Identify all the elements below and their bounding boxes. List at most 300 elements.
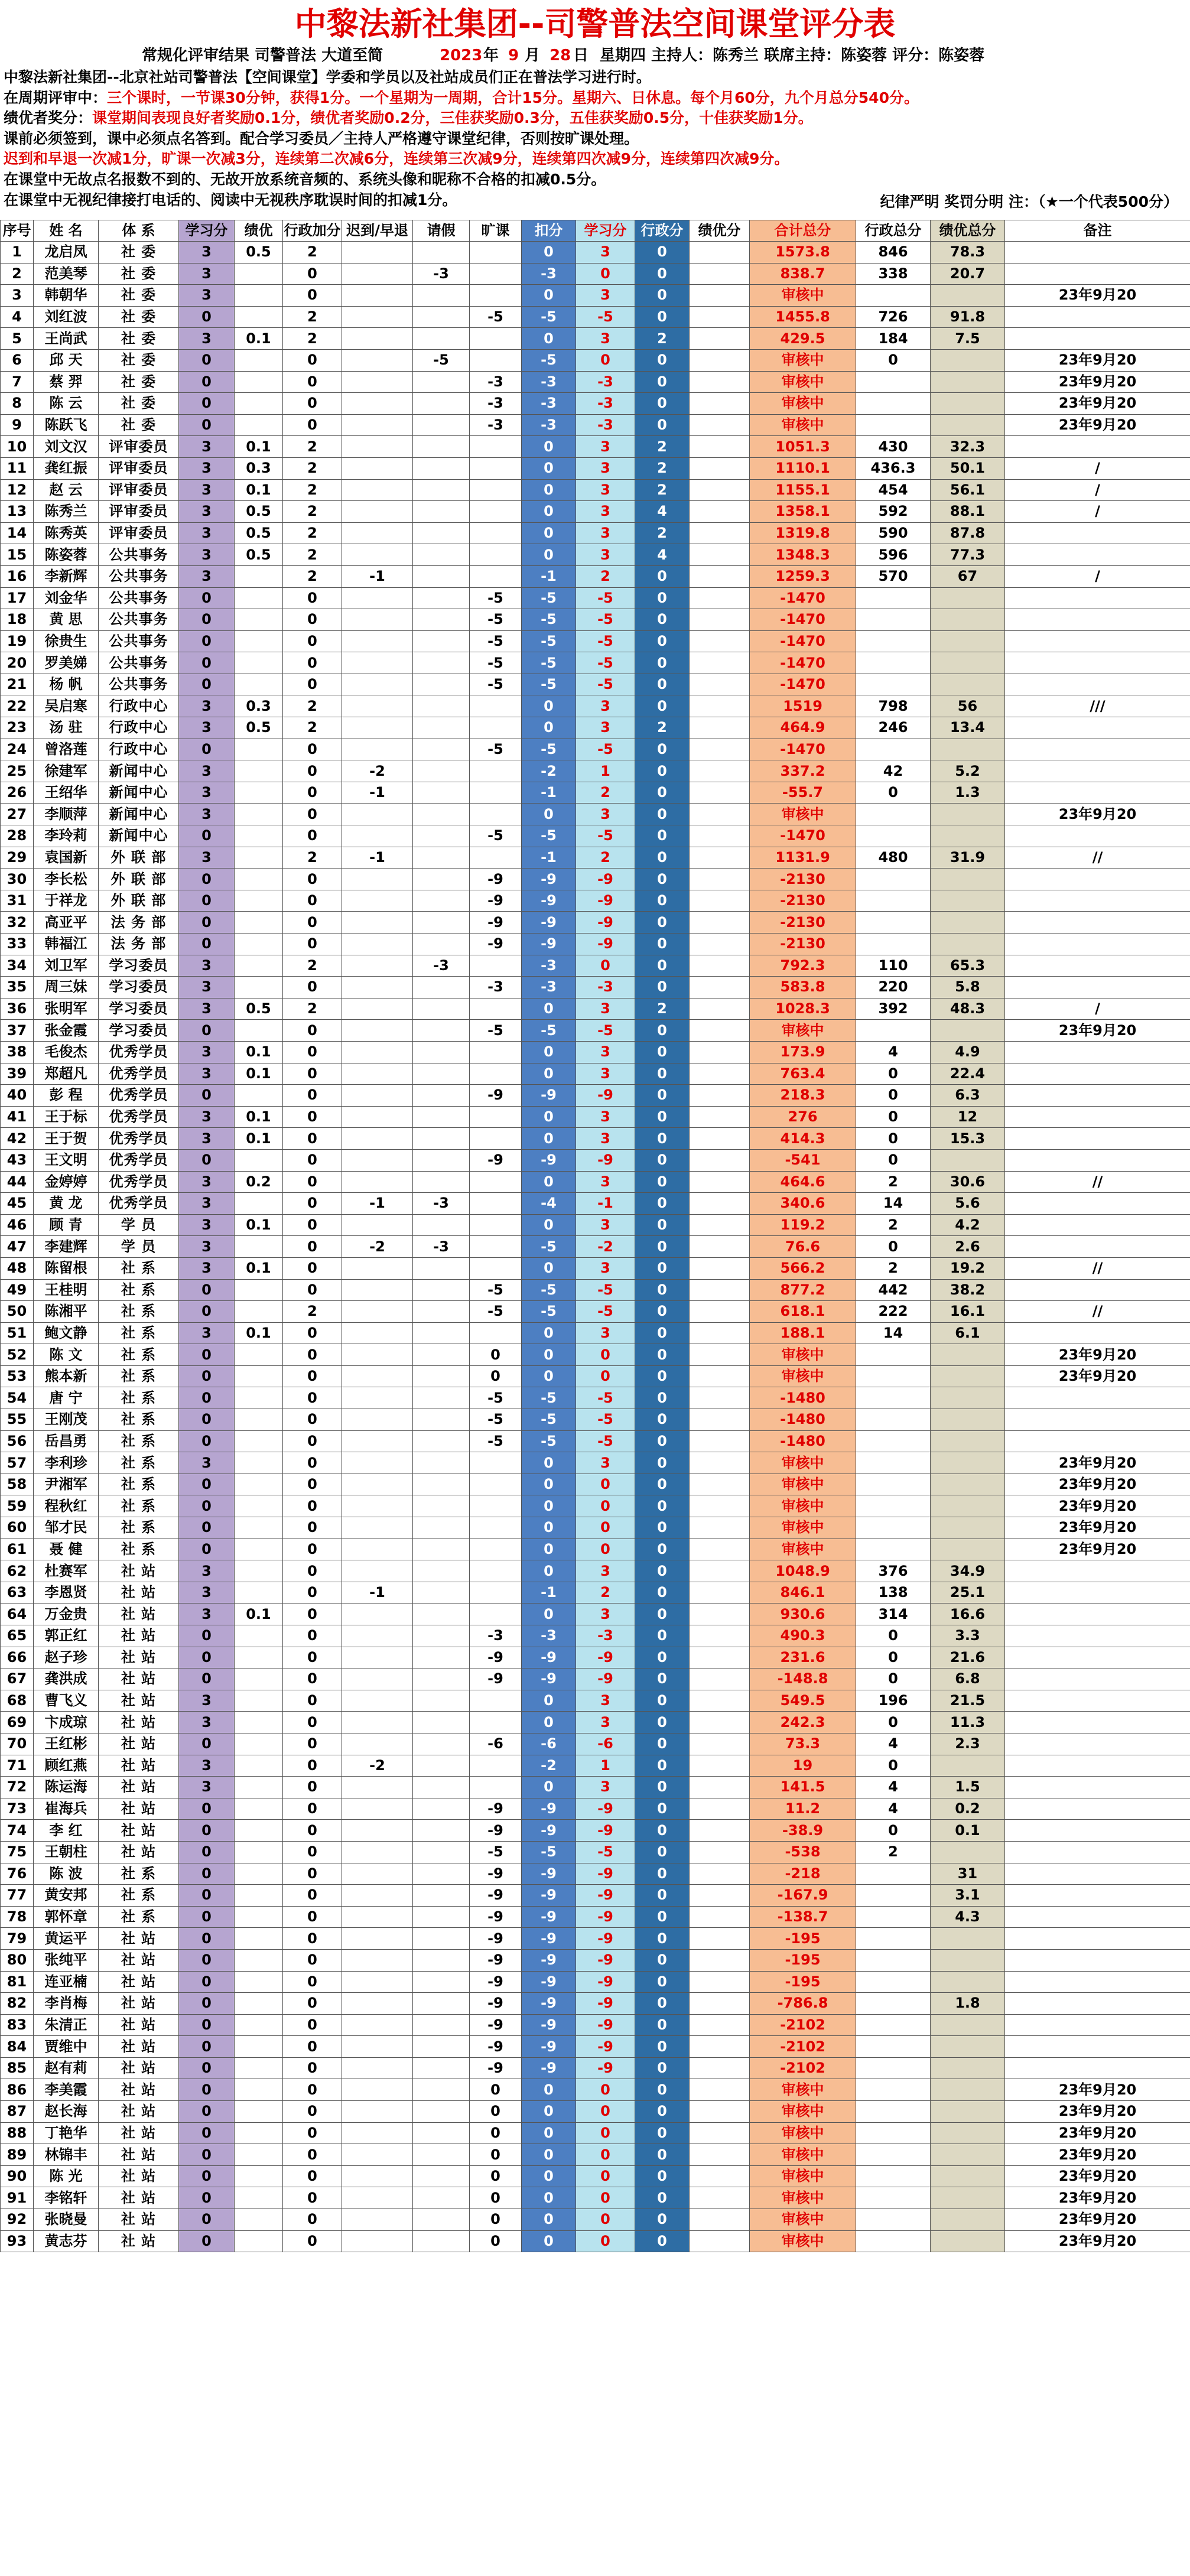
row-merit: [235, 414, 283, 436]
row-dept: 公共事务: [99, 652, 179, 674]
row-learn: 0: [576, 2209, 635, 2231]
row-no: 76: [1, 1863, 34, 1885]
row-dept: 行政中心: [99, 739, 179, 760]
row-total: 1028.3: [750, 998, 856, 1020]
row-admin: 0: [283, 1041, 342, 1063]
row-merit: 0.3: [235, 457, 283, 479]
note-line: [4, 149, 1185, 170]
row-total: 审核中: [750, 393, 856, 415]
row-admin-total: 2: [856, 1257, 931, 1279]
table-row: [1, 1733, 1190, 1755]
row-study: 0: [179, 414, 235, 436]
row-name: 王于标: [34, 1106, 99, 1128]
row-merit-score: [690, 501, 750, 523]
row-merit-total: [931, 1928, 1005, 1950]
table-row: [1, 1128, 1190, 1150]
row-study: 0: [179, 1820, 235, 1842]
row-admin-score: 0: [635, 2209, 690, 2231]
row-no: 26: [1, 782, 34, 804]
row-admin: 0: [283, 804, 342, 825]
row-study: 0: [179, 1885, 235, 1907]
meta-month: 9: [508, 47, 519, 64]
row-dept: 学 员: [99, 1236, 179, 1258]
row-no: 16: [1, 565, 34, 587]
row-absent: -9: [470, 2014, 522, 2036]
row-no: 43: [1, 1149, 34, 1171]
row-no: 25: [1, 760, 34, 782]
table-row: [1, 674, 1190, 695]
table-row: [1, 977, 1190, 998]
row-name: 赵有莉: [34, 2057, 99, 2079]
note-text: 在课堂中无故点名报数不到的、无故开放系统音频的、系统头像和昵称不合格的扣减0.5分。: [4, 170, 606, 188]
table-row: [1, 587, 1190, 609]
row-deduct: -9: [522, 2014, 576, 2036]
row-absent: -5: [470, 609, 522, 631]
row-admin: 0: [283, 825, 342, 847]
row-late: [342, 349, 413, 371]
row-merit-score: [690, 825, 750, 847]
row-absent: [470, 501, 522, 523]
row-remark: [1005, 1041, 1190, 1063]
row-learn: 3: [576, 522, 635, 544]
row-deduct: 0: [522, 1539, 576, 1560]
meta-rest: 星期四 主持人：陈秀兰 联席主持：陈姿蓉 评分：陈姿蓉: [600, 47, 985, 64]
row-no: 87: [1, 2101, 34, 2123]
row-remark: /: [1005, 479, 1190, 501]
row-merit-score: [690, 457, 750, 479]
row-merit-score: [690, 1668, 750, 1690]
row-no: 74: [1, 1820, 34, 1842]
row-deduct: -9: [522, 2036, 576, 2058]
row-leave: [413, 1863, 470, 1885]
row-study: 0: [179, 1949, 235, 1971]
table-row: [1, 1322, 1190, 1344]
row-no: 57: [1, 1452, 34, 1474]
row-name: 李肖梅: [34, 1993, 99, 2015]
row-merit-total: 4.2: [931, 1214, 1005, 1236]
row-merit-score: [690, 1647, 750, 1668]
row-merit-total: [931, 371, 1005, 393]
row-no: 77: [1, 1885, 34, 1907]
row-name: 刘金华: [34, 587, 99, 609]
row-learn: -5: [576, 306, 635, 328]
row-no: 35: [1, 977, 34, 998]
row-deduct: 0: [522, 436, 576, 458]
row-admin: 2: [283, 479, 342, 501]
row-no: 48: [1, 1257, 34, 1279]
row-leave: [413, 371, 470, 393]
row-merit-total: 1.5: [931, 1777, 1005, 1798]
row-admin-score: 0: [635, 1171, 690, 1193]
row-dept: 社 系: [99, 1257, 179, 1279]
row-total: 审核中: [750, 414, 856, 436]
row-learn: -5: [576, 1301, 635, 1323]
row-admin: 0: [283, 2165, 342, 2187]
row-name: 王于贺: [34, 1128, 99, 1150]
table-row: [1, 1517, 1190, 1539]
table-row: [1, 544, 1190, 566]
row-admin: 0: [283, 1647, 342, 1668]
row-merit-total: [931, 1949, 1005, 1971]
row-deduct: -9: [522, 1085, 576, 1107]
row-dept: 法 务 部: [99, 934, 179, 955]
row-study: 0: [179, 1928, 235, 1950]
table-row: [1, 1344, 1190, 1366]
row-admin-total: [856, 2036, 931, 2058]
row-admin-score: 0: [635, 414, 690, 436]
row-deduct: -3: [522, 1625, 576, 1647]
row-admin: 2: [283, 436, 342, 458]
row-no: 89: [1, 2144, 34, 2166]
row-admin-total: 0: [856, 1625, 931, 1647]
row-merit-score: [690, 1582, 750, 1604]
row-deduct: 0: [522, 1041, 576, 1063]
row-admin-score: 0: [635, 869, 690, 890]
row-no: 5: [1, 328, 34, 350]
row-remark: [1005, 869, 1190, 890]
row-study: 0: [179, 1474, 235, 1495]
row-no: 44: [1, 1171, 34, 1193]
row-learn: 0: [576, 2079, 635, 2101]
col-admin-score: 行政分: [635, 220, 690, 242]
row-absent: -9: [470, 912, 522, 934]
row-learn: 3: [576, 479, 635, 501]
row-no: 12: [1, 479, 34, 501]
row-dept: 社 委: [99, 371, 179, 393]
row-admin-total: 0: [856, 782, 931, 804]
row-total: 276: [750, 1106, 856, 1128]
row-admin: 0: [283, 1668, 342, 1690]
row-study: 3: [179, 436, 235, 458]
row-admin-score: 0: [635, 825, 690, 847]
row-admin-total: 590: [856, 522, 931, 544]
meta-year: 2023: [440, 47, 483, 64]
row-admin-score: 0: [635, 2165, 690, 2187]
row-learn: -9: [576, 1949, 635, 1971]
row-deduct: -9: [522, 1798, 576, 1820]
row-merit: [235, 1301, 283, 1323]
row-merit-total: 22.4: [931, 1063, 1005, 1085]
table-row: [1, 1906, 1190, 1928]
row-dept: 社 站: [99, 2144, 179, 2166]
row-no: 24: [1, 739, 34, 760]
row-admin: 0: [283, 1430, 342, 1452]
row-dept: 优秀学员: [99, 1106, 179, 1128]
row-admin-total: 0: [856, 1106, 931, 1128]
row-absent: -3: [470, 393, 522, 415]
row-admin-score: 0: [635, 1452, 690, 1474]
row-deduct: 0: [522, 522, 576, 544]
row-merit-score: [690, 1106, 750, 1128]
table-row: [1, 1690, 1190, 1712]
row-absent: -5: [470, 1279, 522, 1301]
row-name: 刘卫军: [34, 955, 99, 977]
row-late: [342, 1430, 413, 1452]
row-no: 91: [1, 2187, 34, 2209]
row-leave: [413, 1128, 470, 1150]
row-merit-total: [931, 912, 1005, 934]
row-dept: 优秀学员: [99, 1193, 179, 1215]
row-remark: [1005, 912, 1190, 934]
row-learn: -9: [576, 1149, 635, 1171]
row-merit: [235, 1625, 283, 1647]
row-absent: [470, 1322, 522, 1344]
row-no: 36: [1, 998, 34, 1020]
row-leave: [413, 1041, 470, 1063]
row-merit-score: [690, 1452, 750, 1474]
row-merit: [235, 1798, 283, 1820]
row-leave: [413, 479, 470, 501]
table-row: [1, 2057, 1190, 2079]
row-remark: 23年9月20: [1005, 1020, 1190, 1042]
row-learn: 3: [576, 1712, 635, 1733]
row-merit-total: 88.1: [931, 501, 1005, 523]
row-total: 1348.3: [750, 544, 856, 566]
row-learn: 3: [576, 1041, 635, 1063]
row-merit: [235, 349, 283, 371]
table-row: [1, 2230, 1190, 2252]
row-merit: [235, 2014, 283, 2036]
row-admin: 0: [283, 674, 342, 695]
row-admin-total: 454: [856, 479, 931, 501]
row-leave: [413, 1322, 470, 1344]
row-merit-total: [931, 2165, 1005, 2187]
row-name: 贾维中: [34, 2036, 99, 2058]
row-admin-total: [856, 2122, 931, 2144]
row-merit-total: 20.7: [931, 263, 1005, 285]
row-total: 337.2: [750, 760, 856, 782]
row-leave: [413, 1928, 470, 1950]
row-merit-total: [931, 1409, 1005, 1431]
row-study: 0: [179, 1841, 235, 1863]
row-no: 34: [1, 955, 34, 977]
row-dept: 社 委: [99, 349, 179, 371]
table-row: [1, 1971, 1190, 1993]
row-name: 陈 文: [34, 1344, 99, 1366]
row-no: 13: [1, 501, 34, 523]
row-remark: [1005, 587, 1190, 609]
row-late: [342, 1712, 413, 1733]
row-learn: -3: [576, 1625, 635, 1647]
row-leave: [413, 328, 470, 350]
row-leave: [413, 242, 470, 264]
row-dept: 公共事务: [99, 587, 179, 609]
table-header: [1, 220, 1190, 242]
row-merit-total: 30.6: [931, 1171, 1005, 1193]
row-deduct: -5: [522, 609, 576, 631]
row-late: [342, 1020, 413, 1042]
row-absent: -9: [470, 1149, 522, 1171]
row-merit-total: [931, 2079, 1005, 2101]
row-deduct: 0: [522, 2187, 576, 2209]
row-study: 3: [179, 847, 235, 869]
row-absent: [470, 1495, 522, 1517]
row-merit: [235, 1474, 283, 1495]
row-learn: 0: [576, 1539, 635, 1560]
row-study: 3: [179, 977, 235, 998]
row-name: 王尚武: [34, 328, 99, 350]
row-late: [342, 630, 413, 652]
row-merit-total: [931, 652, 1005, 674]
row-no: 27: [1, 804, 34, 825]
row-late: [342, 2230, 413, 2252]
row-name: 陈湘平: [34, 1301, 99, 1323]
row-name: 陈留根: [34, 1257, 99, 1279]
row-learn: -6: [576, 1733, 635, 1755]
row-total: 583.8: [750, 977, 856, 998]
row-merit-total: [931, 1430, 1005, 1452]
row-deduct: -9: [522, 912, 576, 934]
row-admin-total: [856, 1430, 931, 1452]
row-dept: 社 委: [99, 285, 179, 307]
row-admin-score: 0: [635, 1041, 690, 1063]
row-name: 陈姿蓉: [34, 544, 99, 566]
row-late: [342, 393, 413, 415]
row-name: 韩福江: [34, 934, 99, 955]
row-late: -2: [342, 1755, 413, 1777]
row-study: 0: [179, 2014, 235, 2036]
row-dept: 行政中心: [99, 717, 179, 739]
row-dept: 学习委员: [99, 977, 179, 998]
row-deduct: 0: [522, 328, 576, 350]
row-admin-total: 570: [856, 565, 931, 587]
row-study: 3: [179, 1322, 235, 1344]
row-total: 792.3: [750, 955, 856, 977]
row-merit-score: [690, 1301, 750, 1323]
row-total: 838.7: [750, 263, 856, 285]
row-name: 王朝柱: [34, 1841, 99, 1863]
row-name: 李美霞: [34, 2079, 99, 2101]
row-name: 李铭轩: [34, 2187, 99, 2209]
row-merit-score: [690, 1604, 750, 1625]
row-admin: 0: [283, 1279, 342, 1301]
row-merit: [235, 630, 283, 652]
row-no: 14: [1, 522, 34, 544]
row-admin-score: 0: [635, 1344, 690, 1366]
row-admin-total: [856, 1495, 931, 1517]
row-admin-score: 0: [635, 2187, 690, 2209]
row-merit: [235, 393, 283, 415]
row-remark: /: [1005, 998, 1190, 1020]
row-name: 李新辉: [34, 565, 99, 587]
row-dept: 社 站: [99, 2122, 179, 2144]
row-leave: [413, 1365, 470, 1387]
row-admin: 0: [283, 1409, 342, 1431]
row-absent: [470, 760, 522, 782]
row-merit-total: 48.3: [931, 998, 1005, 1020]
row-dept: 社 系: [99, 1495, 179, 1517]
row-name: 李建辉: [34, 1236, 99, 1258]
row-dept: 社 系: [99, 1322, 179, 1344]
row-remark: [1005, 1149, 1190, 1171]
row-absent: [470, 1517, 522, 1539]
row-absent: [470, 1474, 522, 1495]
row-merit: [235, 1949, 283, 1971]
table-row: [1, 501, 1190, 523]
row-remark: 23年9月20: [1005, 2079, 1190, 2101]
row-absent: [470, 285, 522, 307]
row-learn: 0: [576, 1474, 635, 1495]
table-row: [1, 285, 1190, 307]
row-study: 3: [179, 501, 235, 523]
row-merit-score: [690, 1560, 750, 1582]
row-admin-score: 0: [635, 912, 690, 934]
row-study: 0: [179, 2101, 235, 2123]
row-remark: 23年9月20: [1005, 2144, 1190, 2166]
row-merit: [235, 2209, 283, 2231]
row-name: 岳昌勇: [34, 1430, 99, 1452]
row-admin: 0: [283, 1582, 342, 1604]
row-name: 徐建军: [34, 760, 99, 782]
row-merit-score: [690, 371, 750, 393]
row-leave: [413, 1755, 470, 1777]
row-admin-total: 2: [856, 1171, 931, 1193]
row-name: 韩朝华: [34, 285, 99, 307]
row-name: 彭 程: [34, 1085, 99, 1107]
row-absent: [470, 1214, 522, 1236]
row-deduct: -9: [522, 1863, 576, 1885]
row-admin-total: 0: [856, 1647, 931, 1668]
row-study: 0: [179, 2144, 235, 2166]
row-absent: [470, 1560, 522, 1582]
row-remark: 23年9月20: [1005, 285, 1190, 307]
row-study: 0: [179, 2036, 235, 2058]
row-remark: [1005, 1949, 1190, 1971]
row-absent: -9: [470, 1820, 522, 1842]
row-late: [342, 306, 413, 328]
row-admin: 0: [283, 1928, 342, 1950]
row-leave: [413, 2036, 470, 2058]
row-admin-score: 2: [635, 436, 690, 458]
row-merit: [235, 1409, 283, 1431]
row-merit: [235, 1430, 283, 1452]
row-remark: 23年9月20: [1005, 2209, 1190, 2231]
row-total: 414.3: [750, 1128, 856, 1150]
row-dept: 公共事务: [99, 609, 179, 631]
row-leave: [413, 1647, 470, 1668]
row-admin: 0: [283, 2079, 342, 2101]
row-merit-score: [690, 1430, 750, 1452]
row-total: 19: [750, 1755, 856, 1777]
row-dept: 社 站: [99, 1668, 179, 1690]
row-leave: [413, 890, 470, 912]
row-dept: 行政中心: [99, 695, 179, 717]
row-study: 3: [179, 998, 235, 1020]
row-admin-score: 0: [635, 1301, 690, 1323]
row-name: 丁艳华: [34, 2122, 99, 2144]
row-name: 于祥龙: [34, 890, 99, 912]
row-remark: [1005, 760, 1190, 782]
row-leave: [413, 1777, 470, 1798]
row-name: 金婷婷: [34, 1171, 99, 1193]
row-deduct: 0: [522, 1712, 576, 1733]
row-late: [342, 695, 413, 717]
row-admin: 0: [283, 1063, 342, 1085]
row-merit: [235, 760, 283, 782]
row-admin-total: 436.3: [856, 457, 931, 479]
row-deduct: -9: [522, 1949, 576, 1971]
row-no: 82: [1, 1993, 34, 2015]
table-row: [1, 912, 1190, 934]
row-leave: [413, 1798, 470, 1820]
row-merit: 0.5: [235, 242, 283, 264]
row-study: 0: [179, 1798, 235, 1820]
row-merit-score: [690, 1214, 750, 1236]
row-leave: -3: [413, 1193, 470, 1215]
row-no: 4: [1, 306, 34, 328]
row-learn: 3: [576, 1063, 635, 1085]
table-row: [1, 436, 1190, 458]
